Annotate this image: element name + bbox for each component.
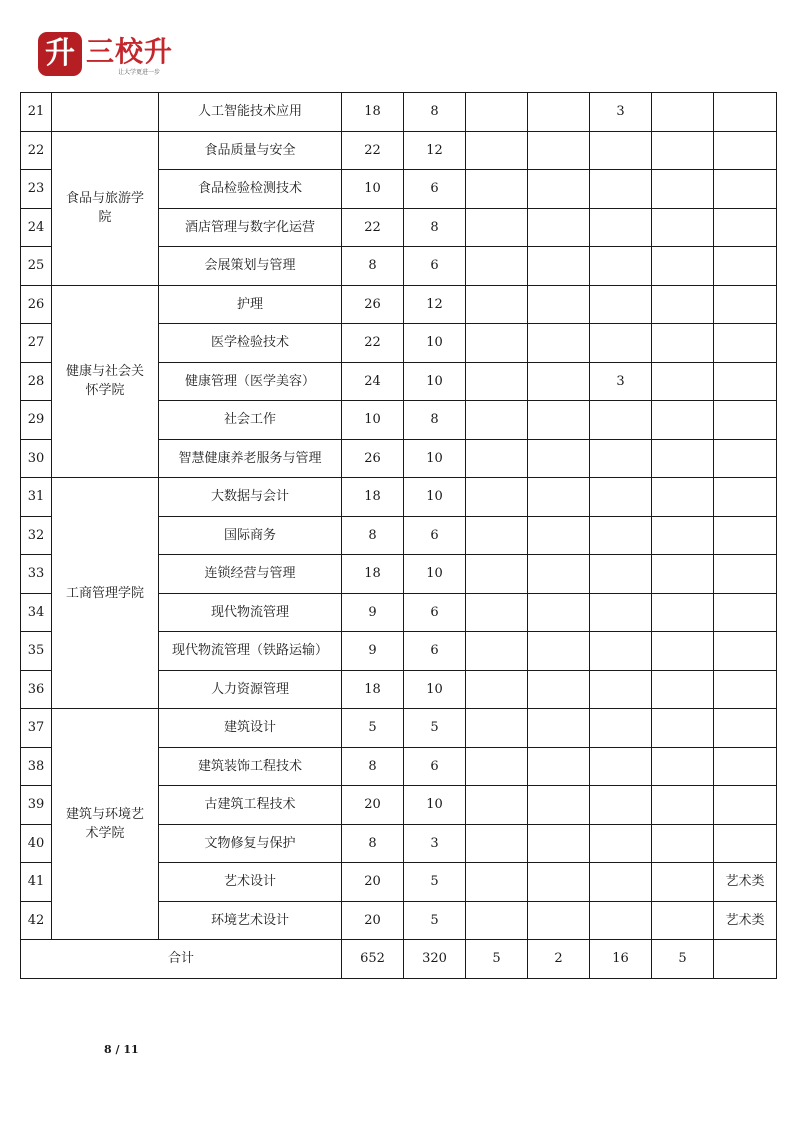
count-cell-6 [652, 439, 714, 478]
count-cell-1: 8 [342, 824, 404, 863]
note-cell [714, 285, 777, 324]
row-number: 40 [21, 824, 52, 863]
count-cell-4 [528, 324, 590, 363]
row-number: 34 [21, 593, 52, 632]
note-cell [714, 747, 777, 786]
count-cell-4 [528, 747, 590, 786]
count-cell-1: 18 [342, 478, 404, 517]
count-cell-3 [466, 170, 528, 209]
note-cell [714, 593, 777, 632]
major-name: 智慧健康养老服务与管理 [159, 439, 342, 478]
count-cell-4 [528, 632, 590, 671]
note-cell [714, 439, 777, 478]
college-name: 建筑与环境艺术学院 [65, 807, 144, 841]
count-cell-6 [652, 516, 714, 555]
note-cell [714, 247, 777, 286]
college-cell [52, 478, 159, 709]
brand-logo [38, 30, 178, 80]
college-cell [52, 131, 159, 285]
count-cell-3 [466, 478, 528, 517]
count-cell-3 [466, 401, 528, 440]
count-cell-4 [528, 670, 590, 709]
logo-badge-icon: 升 [38, 32, 82, 76]
count-cell-3 [466, 93, 528, 132]
count-cell-5 [590, 747, 652, 786]
count-cell-3 [466, 208, 528, 247]
college-name: 食品与旅游学院 [65, 191, 144, 225]
count-cell-2: 5 [404, 709, 466, 748]
count-cell-5 [590, 247, 652, 286]
count-cell-1: 18 [342, 555, 404, 594]
count-cell-6 [652, 709, 714, 748]
count-cell-1: 8 [342, 247, 404, 286]
count-cell-4 [528, 247, 590, 286]
table-body [21, 93, 777, 979]
note-cell [714, 516, 777, 555]
note-cell [714, 93, 777, 132]
count-cell-4 [528, 593, 590, 632]
count-cell-2: 6 [404, 516, 466, 555]
count-cell-5 [590, 478, 652, 517]
major-name: 建筑装饰工程技术 [159, 747, 342, 786]
count-cell-3 [466, 324, 528, 363]
total-cell-5: 16 [590, 940, 652, 979]
row-number: 32 [21, 516, 52, 555]
count-cell-5 [590, 516, 652, 555]
page-number: 8 / 11 [104, 1043, 139, 1056]
note-cell: 艺术类 [714, 863, 777, 902]
count-cell-2: 10 [404, 362, 466, 401]
count-cell-2: 5 [404, 863, 466, 902]
count-cell-1: 9 [342, 593, 404, 632]
count-cell-6 [652, 863, 714, 902]
count-cell-3 [466, 786, 528, 825]
count-cell-3 [466, 593, 528, 632]
count-cell-3 [466, 516, 528, 555]
count-cell-2: 6 [404, 247, 466, 286]
table-row [21, 93, 777, 132]
count-cell-2: 12 [404, 285, 466, 324]
note-cell [714, 824, 777, 863]
count-cell-2: 5 [404, 901, 466, 940]
count-cell-6 [652, 555, 714, 594]
count-cell-1: 18 [342, 670, 404, 709]
college-cell [52, 709, 159, 940]
note-cell [714, 131, 777, 170]
major-name: 连锁经营与管理 [159, 555, 342, 594]
count-cell-4 [528, 786, 590, 825]
count-cell-2: 6 [404, 632, 466, 671]
count-cell-1: 5 [342, 709, 404, 748]
logo-name: 三校升 [86, 35, 174, 68]
table-row [21, 285, 777, 324]
logo-slogan: 让大学更进一步 [118, 69, 161, 76]
major-name: 人力资源管理 [159, 670, 342, 709]
college-cell [52, 285, 159, 478]
count-cell-5 [590, 901, 652, 940]
count-cell-2: 6 [404, 593, 466, 632]
note-cell [714, 478, 777, 517]
count-cell-5 [590, 208, 652, 247]
count-cell-6 [652, 901, 714, 940]
note-cell [714, 401, 777, 440]
total-cell-1: 652 [342, 940, 404, 979]
count-cell-2: 10 [404, 786, 466, 825]
row-number: 41 [21, 863, 52, 902]
count-cell-2: 12 [404, 131, 466, 170]
note-cell [714, 362, 777, 401]
note-cell [714, 208, 777, 247]
major-name: 环境艺术设计 [159, 901, 342, 940]
count-cell-1: 10 [342, 170, 404, 209]
count-cell-5 [590, 709, 652, 748]
major-name: 人工智能技术应用 [159, 93, 342, 132]
count-cell-6 [652, 285, 714, 324]
count-cell-2: 10 [404, 439, 466, 478]
count-cell-2: 8 [404, 93, 466, 132]
count-cell-5: 3 [590, 362, 652, 401]
count-cell-5 [590, 401, 652, 440]
count-cell-6 [652, 632, 714, 671]
major-name: 艺术设计 [159, 863, 342, 902]
count-cell-5 [590, 131, 652, 170]
count-cell-5 [590, 863, 652, 902]
count-cell-5: 3 [590, 93, 652, 132]
count-cell-4 [528, 362, 590, 401]
row-number: 35 [21, 632, 52, 671]
count-cell-6 [652, 208, 714, 247]
count-cell-6 [652, 247, 714, 286]
college-name: 工商管理学院 [65, 585, 144, 601]
count-cell-1: 9 [342, 632, 404, 671]
count-cell-6 [652, 747, 714, 786]
count-cell-6 [652, 786, 714, 825]
count-cell-5 [590, 555, 652, 594]
count-cell-6 [652, 93, 714, 132]
total-cell-4: 2 [528, 940, 590, 979]
count-cell-1: 8 [342, 516, 404, 555]
count-cell-4 [528, 285, 590, 324]
count-cell-1: 20 [342, 786, 404, 825]
note-cell [714, 170, 777, 209]
row-number: 22 [21, 131, 52, 170]
count-cell-1: 20 [342, 901, 404, 940]
row-number: 42 [21, 901, 52, 940]
count-cell-5 [590, 670, 652, 709]
count-cell-2: 10 [404, 555, 466, 594]
row-number: 26 [21, 285, 52, 324]
count-cell-5 [590, 285, 652, 324]
count-cell-3 [466, 747, 528, 786]
college-cell [52, 93, 159, 132]
count-cell-4 [528, 439, 590, 478]
note-cell [714, 632, 777, 671]
note-cell [714, 324, 777, 363]
count-cell-2: 10 [404, 670, 466, 709]
row-number: 30 [21, 439, 52, 478]
count-cell-1: 18 [342, 93, 404, 132]
count-cell-3 [466, 362, 528, 401]
note-cell [714, 555, 777, 594]
total-cell-2: 320 [404, 940, 466, 979]
count-cell-4 [528, 901, 590, 940]
count-cell-4 [528, 516, 590, 555]
note-cell [714, 709, 777, 748]
major-name: 医学检验技术 [159, 324, 342, 363]
major-name: 文物修复与保护 [159, 824, 342, 863]
note-cell: 艺术类 [714, 901, 777, 940]
count-cell-5 [590, 786, 652, 825]
row-number: 39 [21, 786, 52, 825]
count-cell-4 [528, 709, 590, 748]
count-cell-1: 24 [342, 362, 404, 401]
row-number: 36 [21, 670, 52, 709]
major-name: 大数据与会计 [159, 478, 342, 517]
total-label: 合计 [21, 940, 342, 979]
major-name: 护理 [159, 285, 342, 324]
major-name: 建筑设计 [159, 709, 342, 748]
count-cell-4 [528, 170, 590, 209]
college-name: 健康与社会关怀学院 [65, 364, 144, 399]
count-cell-2: 8 [404, 208, 466, 247]
count-cell-3 [466, 709, 528, 748]
count-cell-1: 22 [342, 208, 404, 247]
total-row [21, 940, 777, 979]
count-cell-5 [590, 324, 652, 363]
major-name: 现代物流管理 [159, 593, 342, 632]
count-cell-4 [528, 208, 590, 247]
count-cell-1: 8 [342, 747, 404, 786]
total-cell-3: 5 [466, 940, 528, 979]
count-cell-2: 10 [404, 478, 466, 517]
count-cell-3 [466, 632, 528, 671]
count-cell-3 [466, 131, 528, 170]
row-number: 29 [21, 401, 52, 440]
row-number: 28 [21, 362, 52, 401]
count-cell-4 [528, 863, 590, 902]
row-number: 27 [21, 324, 52, 363]
count-cell-5 [590, 632, 652, 671]
row-number: 21 [21, 93, 52, 132]
row-number: 38 [21, 747, 52, 786]
count-cell-4 [528, 131, 590, 170]
row-number: 23 [21, 170, 52, 209]
count-cell-4 [528, 93, 590, 132]
note-cell [714, 786, 777, 825]
count-cell-1: 22 [342, 324, 404, 363]
count-cell-5 [590, 824, 652, 863]
note-cell [714, 670, 777, 709]
count-cell-6 [652, 824, 714, 863]
row-number: 25 [21, 247, 52, 286]
count-cell-6 [652, 362, 714, 401]
count-cell-5 [590, 439, 652, 478]
count-cell-6 [652, 170, 714, 209]
major-name: 会展策划与管理 [159, 247, 342, 286]
row-number: 33 [21, 555, 52, 594]
count-cell-3 [466, 555, 528, 594]
row-number: 37 [21, 709, 52, 748]
major-name: 食品质量与安全 [159, 131, 342, 170]
count-cell-1: 22 [342, 131, 404, 170]
count-cell-3 [466, 285, 528, 324]
count-cell-3 [466, 247, 528, 286]
count-cell-1: 26 [342, 285, 404, 324]
count-cell-5 [590, 170, 652, 209]
major-name: 国际商务 [159, 516, 342, 555]
count-cell-3 [466, 901, 528, 940]
count-cell-6 [652, 478, 714, 517]
row-number: 31 [21, 478, 52, 517]
major-name: 酒店管理与数字化运营 [159, 208, 342, 247]
count-cell-6 [652, 593, 714, 632]
major-name: 健康管理（医学美容） [159, 362, 342, 401]
count-cell-6 [652, 670, 714, 709]
row-number: 24 [21, 208, 52, 247]
count-cell-5 [590, 593, 652, 632]
enrollment-table [20, 92, 777, 979]
count-cell-4 [528, 401, 590, 440]
count-cell-1: 26 [342, 439, 404, 478]
count-cell-6 [652, 131, 714, 170]
major-name: 社会工作 [159, 401, 342, 440]
count-cell-3 [466, 824, 528, 863]
table-row [21, 709, 777, 748]
count-cell-2: 6 [404, 170, 466, 209]
table-row [21, 131, 777, 170]
total-cell-6: 5 [652, 940, 714, 979]
count-cell-3 [466, 439, 528, 478]
count-cell-6 [652, 401, 714, 440]
count-cell-4 [528, 478, 590, 517]
major-name: 现代物流管理（铁路运输） [159, 632, 342, 671]
count-cell-1: 10 [342, 401, 404, 440]
count-cell-2: 6 [404, 747, 466, 786]
count-cell-4 [528, 824, 590, 863]
count-cell-1: 20 [342, 863, 404, 902]
count-cell-6 [652, 324, 714, 363]
major-name: 食品检验检测技术 [159, 170, 342, 209]
major-name: 古建筑工程技术 [159, 786, 342, 825]
count-cell-3 [466, 863, 528, 902]
count-cell-2: 8 [404, 401, 466, 440]
count-cell-2: 10 [404, 324, 466, 363]
count-cell-3 [466, 670, 528, 709]
count-cell-2: 3 [404, 824, 466, 863]
table-row [21, 478, 777, 517]
total-note-cell [714, 940, 777, 979]
count-cell-4 [528, 555, 590, 594]
